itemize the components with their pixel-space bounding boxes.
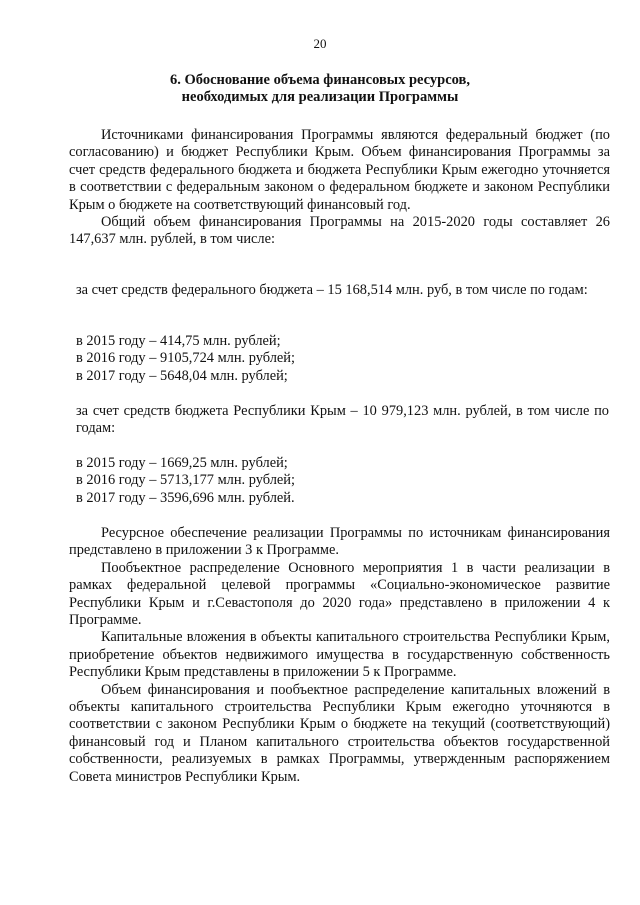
federal-year-2017: в 2017 году – 5648,04 млн. рублей;: [76, 367, 288, 384]
federal-year-2015: в 2015 году – 414,75 млн. рублей;: [76, 333, 281, 349]
federal-years-list: [76, 333, 295, 385]
resource-provision-paragraph: Ресурсное обеспечение реализации Программы по источникам финансирования представлено в приложении 3 к Программе.: [69, 525, 610, 559]
financing-volume-paragraph: Объем финансирования и пообъектное распределение капитальных вложений в объекты капитального строительства Республики Крым ежегодно уточняются в соответствии с законом Республики Крым о бюджете на текущий (соответствующий) финансовый год и Планом капитального строительства объектов государственной собственности, реализуемых в рамках Программы, утвержденным распоряжением Совета министров Республики Крым.: [69, 681, 610, 785]
closing-section: [69, 525, 610, 786]
regional-year-2015: в 2015 году – 1669,25 млн. рублей;: [76, 455, 288, 471]
federal-budget-intro: за счет средств федерального бюджета – 15 168,514 млн. руб, в том числе по годам:: [76, 282, 588, 298]
total-funding-paragraph: Общий объем финансирования Программы на 2015-2020 годы составляет 26 147,637 млн. рублей, в том числе:: [69, 214, 610, 248]
page-number: 20: [313, 36, 327, 51]
funding-sources-paragraph: Источниками финансирования Программы являются федеральный бюджет (по согласованию) и бюджет Республики Крым. Объем финансирования Программы за счет средств федерального бюджета и бюджета Республики Крым ежегодно уточняется в соответствии с федеральным законом о федеральном бюджете и законом Республики Крым о бюджете на соответствующий финансовый год.: [69, 127, 610, 213]
capital-investments-paragraph: Капитальные вложения в объекты капитального строительства Республики Крым, приобретение объектов недвижимого имущества в государственную собственность Республики Крым представлены в приложении 5 к Программе.: [69, 629, 610, 681]
section-title-line-1: 6. Обоснование объема финансовых ресурсов,: [169, 72, 470, 88]
section-title: [70, 72, 570, 106]
section-title-line-2: необходимых для реализации Программы: [181, 89, 459, 105]
regional-year-2017: в 2017 году – 3596,696 млн. рублей.: [76, 489, 295, 506]
federal-year-2016: в 2016 году – 9105,724 млн. рублей;: [76, 350, 295, 367]
regional-year-2016: в 2016 году – 5713,177 млн. рублей;: [76, 472, 295, 489]
regional-years-list: [76, 455, 295, 507]
intro-section: [69, 127, 610, 249]
regional-budget-intro: за счет средств бюджета Республики Крым – 10 979,123 млн. рублей, в том числе по годам:: [76, 403, 609, 437]
object-distribution-paragraph: Пообъектное распределение Основного мероприятия 1 в части реализации в рамках федеральной целевой программы «Социально-экономическое развитие Республики Крым и г.Севастополя до 2020 года» представлено в приложении 4 к Программе.: [69, 559, 610, 629]
